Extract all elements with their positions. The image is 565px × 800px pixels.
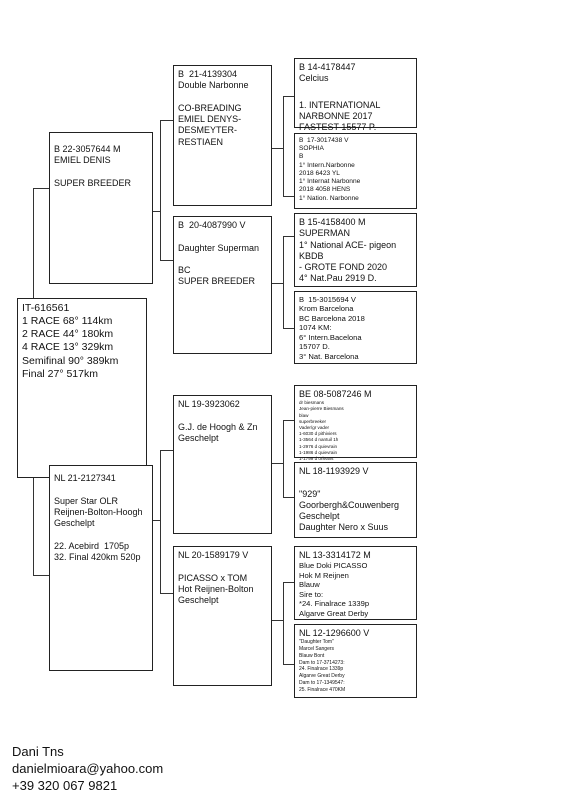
connector: [283, 420, 294, 421]
pedigree-line: 1-2976 d quievrain: [299, 443, 338, 449]
pedigree-line: PICASSO x TOM: [178, 572, 248, 583]
sire-dam-dam-card: [294, 291, 417, 364]
ring-number: B 20-4087990 V: [178, 220, 246, 230]
pedigree-line: Dam to 17-3714273:: [299, 659, 345, 666]
pedigree-line: G.J. de Hoogh & Zn: [178, 421, 258, 432]
pedigree-line: *24. Finalrace 1339p: [299, 599, 370, 609]
connector: [283, 96, 294, 97]
connector: [272, 283, 284, 284]
connector: [283, 497, 294, 498]
pedigree-line: SOPHIA: [299, 145, 324, 153]
pedigree-line: Geschelpt: [178, 432, 219, 443]
sire-sire-card: [173, 65, 272, 206]
pedigree-line: Geschelpt: [54, 518, 95, 528]
pedigree-line: KBDB: [299, 250, 324, 261]
owner-email: danielmioara@yahoo.com: [12, 761, 164, 776]
pedigree-line: SUPER BREEDER: [54, 177, 132, 188]
pedigree-line: 1° Internat Narbonne: [299, 178, 361, 186]
subject-line: Final 27° 517km: [22, 367, 98, 380]
pedigree-line: [178, 254, 267, 265]
pedigree-line: 2018 4058 HENS: [299, 186, 351, 194]
pedigree-line: Celcius: [299, 73, 329, 84]
pedigree-line: [54, 484, 148, 495]
connector: [33, 575, 49, 576]
ring-number: IT-616561: [22, 302, 70, 314]
pedigree-line: 1° Intern.Narbonne: [299, 161, 355, 169]
pedigree-line: 1-1799 d orleans: [299, 455, 334, 461]
connector: [160, 450, 161, 593]
subject-line: Semifinal 90° 389km: [22, 354, 119, 367]
ring-number: NL 19-3923062: [178, 399, 240, 409]
pedigree-line: [299, 85, 412, 96]
ring-number: B 15-4158400 M: [299, 217, 366, 227]
dam-dam-sire-card: [294, 546, 417, 620]
pedigree-line: DESMEYTER-: [178, 125, 238, 136]
connector: [33, 188, 49, 189]
pedigree-line: Super Star OLR: [54, 495, 119, 506]
connector: [283, 96, 284, 196]
connector: [153, 520, 161, 521]
pedigree-line: [178, 561, 267, 572]
pedigree-line: EMIEL DENIS: [54, 155, 111, 166]
ring-number: BE 08-5087246 M: [299, 389, 372, 399]
connector: [160, 260, 173, 261]
connector: [283, 328, 294, 329]
pedigree-line: dr biesmans: [299, 400, 325, 406]
pedigree-line: - GROTE FOND 2020: [299, 262, 388, 272]
ring-number: NL 21-2127341: [54, 473, 116, 483]
ring-number: B 17-3017438 V: [299, 137, 349, 144]
pedigree-line: 1-1986 d quievrain: [299, 449, 338, 455]
pedigree-line: SUPERMAN: [299, 228, 351, 239]
pedigree-line: 6° Intern.Bacelona: [299, 332, 362, 342]
sire-card: [49, 132, 153, 284]
connector: [272, 463, 284, 464]
sire-sire-dam-card: [294, 133, 417, 209]
pedigree-line: [299, 477, 412, 488]
pedigree-line: 25. Finalrace 470KM: [299, 686, 346, 693]
pedigree-line: 1-3564 d nantuil 1h: [299, 437, 339, 443]
connector: [153, 211, 161, 212]
connector: [160, 450, 173, 451]
pedigree-line: blaw: [299, 412, 309, 418]
connector: [283, 420, 284, 497]
pedigree-line: 1° Nation. Narbonne: [299, 194, 359, 202]
pedigree-line: Marcel Sangers: [299, 646, 335, 652]
ring-number: B 15-3015694 V: [299, 295, 356, 304]
pedigree-line: [54, 529, 148, 540]
pedigree-line: BC Barcelona 2018: [299, 313, 365, 323]
pedigree-line: Hok M Reijnen: [299, 570, 349, 580]
pedigree-line: Krom Barcelona: [299, 304, 354, 314]
pedigree-line: Blauw: [299, 580, 320, 590]
connector: [283, 664, 294, 665]
sire-dam-sire-card: [294, 213, 417, 287]
owner-phone: +39 320 067 9821: [12, 778, 118, 793]
pedigree-line: Sire to:: [299, 589, 324, 599]
pedigree-line: [178, 231, 267, 242]
ring-number: B 22-3057644 M: [54, 144, 121, 154]
pedigree-line: Jean-pierre Biesmans: [299, 406, 344, 412]
ring-number: NL 18-1193929 V: [299, 466, 369, 476]
pedigree-line: [178, 92, 267, 103]
dam-sire-sire-card: [294, 385, 417, 461]
pedigree-line: [178, 410, 267, 421]
pedigree-line: B: [299, 153, 304, 161]
pedigree-line: 1-6030 d pithiviers: [299, 431, 337, 437]
dam-card: [49, 465, 153, 671]
pedigree-line: 24. Finalrace 1339p: [299, 666, 344, 673]
pedigree-line: SUPER BREEDER: [178, 276, 256, 287]
sire-sire-sire-card: [294, 58, 417, 133]
owner-name: Dani Tns: [12, 744, 64, 759]
sire-dam-card: [173, 216, 272, 354]
pedigree-line: 15707 D.: [299, 342, 330, 352]
subject-line: 2 RACE 44° 180km: [22, 328, 114, 341]
pedigree-line: 4° Nat.Pau 2919 D.: [299, 273, 377, 284]
dam-sire-card: [173, 395, 272, 534]
pedigree-line: RESTIAEN: [178, 136, 224, 147]
pedigree-line: "929": [299, 488, 321, 499]
ring-number: NL 20-1589179 V: [178, 550, 249, 560]
pedigree-line: Hot Reijnen-Bolton: [178, 583, 254, 594]
pedigree-line: "Daughter Tom": [299, 639, 334, 646]
dam-dam-dam-card: [294, 624, 417, 698]
connector: [160, 120, 161, 260]
pedigree-line: Blue Doki PICASSO: [299, 561, 368, 571]
subject-card: [17, 298, 147, 478]
pedigree-line: Blauw Bont: [299, 652, 325, 659]
connector: [283, 582, 294, 583]
pedigree-line: Goorbergh&Couwenberg: [299, 499, 400, 510]
pedigree-line: Daughter Superman: [178, 242, 260, 253]
pedigree-line: [54, 167, 148, 178]
connector: [283, 196, 294, 197]
pedigree-line: FASTEST 15577 P.: [299, 122, 377, 133]
pedigree-line: BC: [178, 265, 191, 275]
pedigree-line: EMIEL DENYS-: [178, 114, 242, 124]
pedigree-line: 3° Nat. Barcelona: [299, 351, 359, 361]
dam-dam-card: [173, 546, 272, 686]
pedigree-line: Geschelpt: [178, 595, 219, 605]
pedigree-line: Geschelpt: [299, 511, 340, 521]
ring-number: NL 13-3314172 M: [299, 550, 371, 560]
connector: [272, 148, 284, 149]
pedigree-line: superbreeker: [299, 418, 327, 424]
ring-number: B 21-4139304: [178, 69, 238, 79]
connector: [283, 236, 294, 237]
pedigree-line: Algarve Great Derby: [299, 673, 345, 679]
pedigree-line: Reijnen-Bolton-Hoogh: [54, 506, 143, 517]
ring-number: NL 12-1296600 V: [299, 628, 370, 638]
pedigree-line: 1. INTERNATIONAL: [299, 99, 381, 110]
pedigree-line: CO-BREADING: [178, 102, 242, 113]
pedigree-line: 2018 6423 YL: [299, 169, 340, 177]
pedigree-line: 1° National ACE- pigeon: [299, 239, 397, 250]
pedigree-line: Vader/gr vader: [299, 425, 330, 430]
ring-number: B 14-4178447: [299, 62, 356, 72]
connector: [272, 620, 284, 621]
pedigree-line: Dam to 17-1349547:: [299, 679, 345, 686]
connector: [160, 593, 173, 594]
pedigree-line: Double Narbonne: [178, 80, 249, 91]
dam-sire-dam-card: [294, 462, 417, 538]
pedigree-line: 1074 KM:: [299, 323, 332, 333]
pedigree-line: Algarve Great Derby: [299, 608, 369, 618]
connector: [283, 582, 284, 664]
subject-line: 4 RACE 13° 329km: [22, 341, 114, 354]
pedigree-line: Daughter Nero x Suus: [299, 522, 389, 533]
pedigree-line: 32. Final 420km 520p: [54, 551, 141, 562]
connector: [283, 236, 284, 328]
owner-contact: [12, 743, 163, 794]
pedigree-line: 22. Acebird 1705p: [54, 540, 130, 551]
pedigree-line: NARBONNE 2017: [299, 111, 373, 121]
connector: [160, 120, 173, 121]
subject-line: 1 RACE 68° 114km: [22, 315, 113, 328]
